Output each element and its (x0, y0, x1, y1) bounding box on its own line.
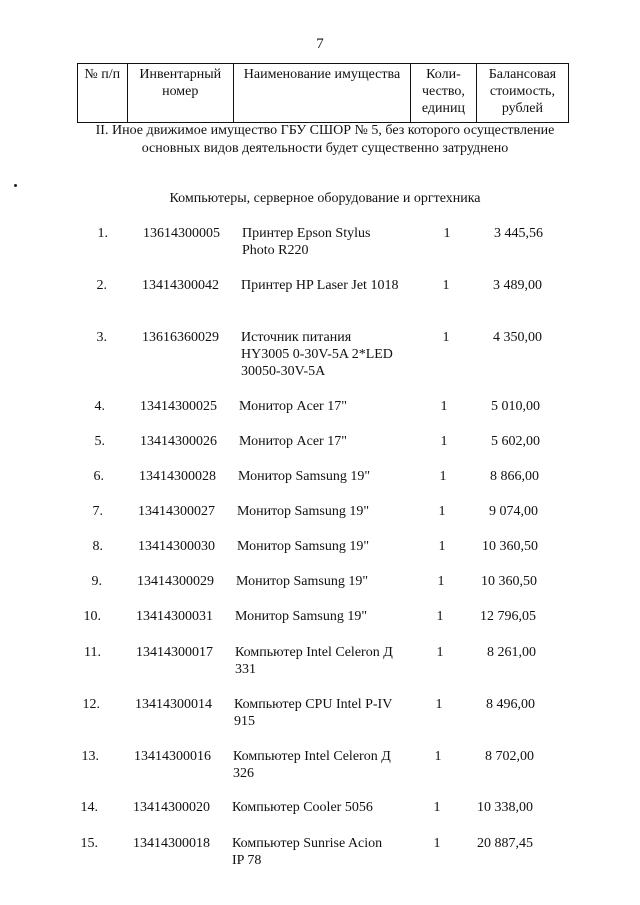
item-name: Монитор Samsung 19" (238, 469, 371, 484)
item-name: Монитор Samsung 19" (236, 574, 369, 589)
item-cost: 8 866,00 (490, 469, 539, 484)
page-number: 7 (316, 36, 324, 52)
inventory-number: 13414300025 (140, 399, 217, 414)
item-cost: 5 010,00 (491, 399, 540, 414)
item-name: Компьютер Intel Celeron Д 331 (235, 645, 393, 677)
header-cost: Балансовая стоимость, рублей (476, 64, 568, 123)
inventory-number: 13614300005 (143, 226, 220, 241)
row-number: 8. (92, 539, 103, 554)
row-number: 13. (81, 749, 99, 764)
item-quantity: 1 (439, 469, 447, 484)
row-number: 10. (83, 609, 101, 624)
item-name: Монитор Samsung 19" (237, 539, 370, 554)
item-quantity: 1 (442, 278, 450, 293)
inventory-number: 13414300029 (137, 574, 214, 589)
row-number: 5. (94, 434, 105, 449)
item-quantity: 1 (433, 800, 441, 815)
header-inventory: Инвентарный номер (127, 64, 233, 123)
item-cost: 4 350,00 (493, 330, 542, 345)
item-name: Принтер HP Laser Jet 1018 (241, 278, 399, 293)
item-name: Монитор Samsung 19" (235, 609, 368, 624)
item-cost: 20 887,45 (477, 836, 533, 851)
item-quantity: 1 (436, 645, 444, 660)
item-name: Компьютер Intel Celeron Д 326 (233, 749, 391, 781)
item-cost: 10 360,50 (481, 574, 537, 589)
category-title: Компьютеры, серверное оборудование и оргтехника (169, 191, 481, 206)
row-number: 3. (96, 330, 107, 345)
inventory-number: 13414300018 (133, 836, 210, 851)
item-cost: 5 602,00 (491, 434, 540, 449)
item-cost: 12 796,05 (480, 609, 536, 624)
item-quantity: 1 (442, 330, 450, 345)
item-name: Монитор Acer 17" (239, 399, 347, 414)
header-qty: Коли-чество, единиц (411, 64, 477, 123)
item-cost: 8 261,00 (487, 645, 536, 660)
item-cost: 8 702,00 (485, 749, 534, 764)
item-quantity: 1 (435, 697, 443, 712)
item-name: Компьютер CPU Intel P-IV 915 (234, 697, 393, 729)
item-name: Принтер Epson Stylus Photo R220 (242, 226, 371, 258)
inventory-number: 13414300031 (136, 609, 213, 624)
inventory-number: 13414300014 (135, 697, 212, 712)
item-name: Компьютер Cooler 5056 (232, 800, 373, 815)
row-number: 11. (84, 645, 101, 660)
item-cost: 3 445,56 (494, 226, 543, 241)
item-name: Источник питания HY3005 0-30V-5A 2*LED 30050-30V-5A (241, 330, 393, 379)
item-name: Компьютер Sunrise Acion IP 78 (232, 836, 383, 868)
item-quantity: 1 (443, 226, 451, 241)
item-quantity: 1 (440, 399, 448, 414)
item-cost: 9 074,00 (489, 504, 538, 519)
inventory-number: 13414300020 (133, 800, 210, 815)
inventory-number: 13414300028 (139, 469, 216, 484)
item-cost: 10 338,00 (477, 800, 533, 815)
row-number: 7. (92, 504, 103, 519)
inventory-number: 13414300042 (142, 278, 219, 293)
header-num: № п/п (78, 64, 128, 123)
item-name: Монитор Acer 17" (239, 434, 347, 449)
section-title: II. Иное движимое имущество ГБУ СШОР № 5, без которого осуществление основных видов деятельности будет существенно затруднено (95, 123, 555, 156)
row-number: 15. (80, 836, 98, 851)
item-cost: 3 489,00 (493, 278, 542, 293)
inventory-number: 13414300026 (140, 434, 217, 449)
item-quantity: 1 (434, 749, 442, 764)
inventory-number: 13616360029 (142, 330, 219, 345)
inventory-number: 13414300016 (134, 749, 211, 764)
item-quantity: 1 (436, 609, 444, 624)
row-number: 14. (80, 800, 98, 815)
inventory-table-header (77, 63, 569, 123)
inventory-number: 13414300030 (138, 539, 215, 554)
item-quantity: 1 (438, 539, 446, 554)
item-quantity: 1 (433, 836, 441, 851)
scan-mark (14, 184, 17, 187)
item-quantity: 1 (440, 434, 448, 449)
item-cost: 8 496,00 (486, 697, 535, 712)
row-number: 4. (94, 399, 105, 414)
row-number: 1. (97, 226, 108, 241)
item-quantity: 1 (438, 504, 446, 519)
inventory-number: 13414300017 (136, 645, 213, 660)
header-name: Наименование имущества (233, 64, 410, 123)
row-number: 12. (82, 697, 100, 712)
item-quantity: 1 (437, 574, 445, 589)
item-cost: 10 360,50 (482, 539, 538, 554)
row-number: 9. (91, 574, 102, 589)
row-number: 6. (93, 469, 104, 484)
item-name: Монитор Samsung 19" (237, 504, 370, 519)
row-number: 2. (96, 278, 107, 293)
inventory-number: 13414300027 (138, 504, 215, 519)
